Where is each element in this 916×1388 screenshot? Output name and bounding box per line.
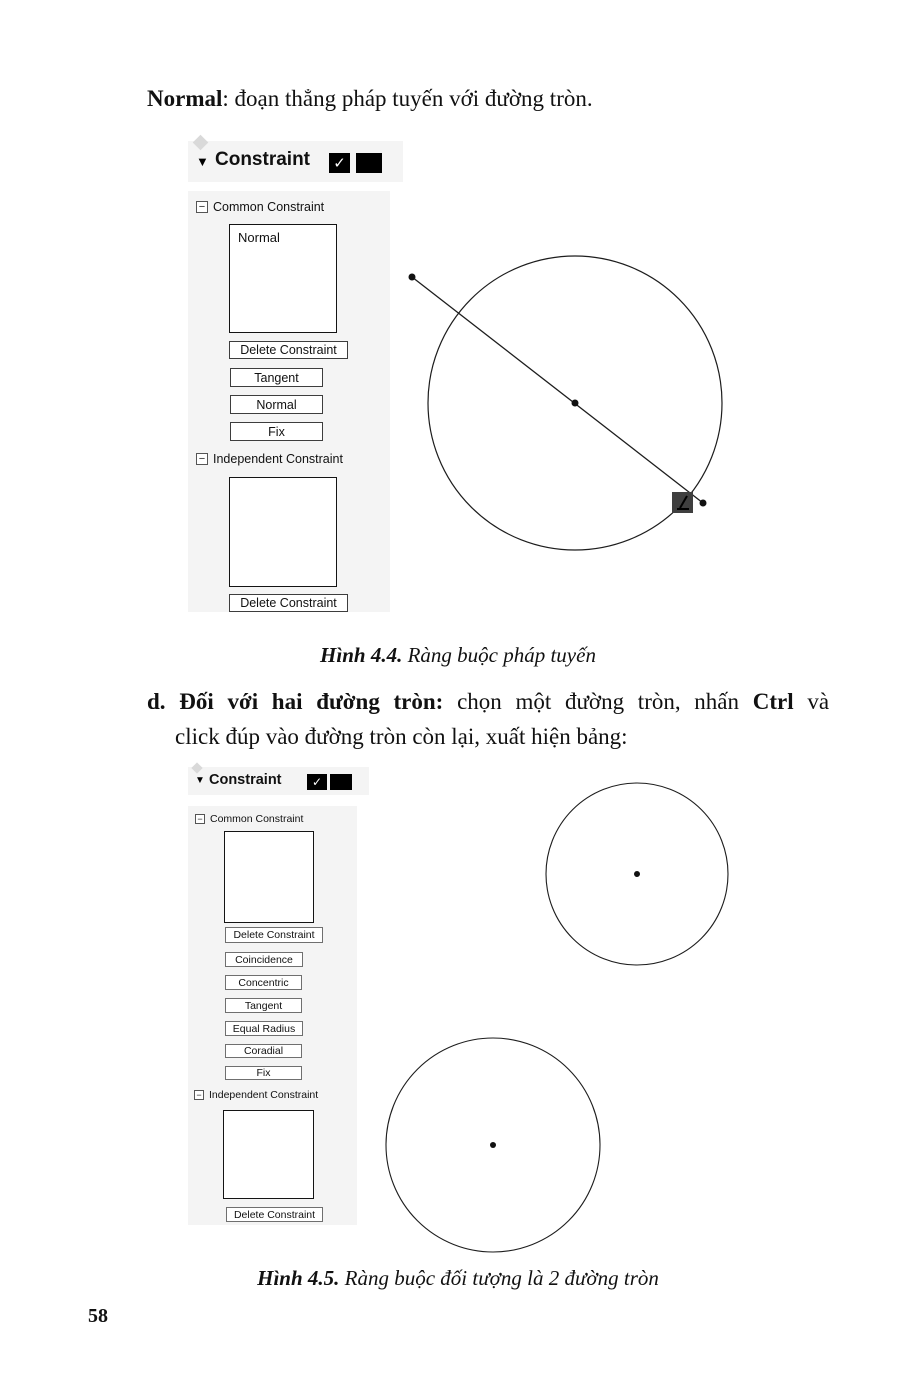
- constraint-panel2-header[interactable]: [188, 767, 369, 795]
- tangent-button[interactable]: Tangent: [225, 998, 302, 1013]
- collapse-minus-icon[interactable]: [195, 814, 205, 824]
- figure-two-circles: [370, 770, 750, 1270]
- fix-button[interactable]: Fix: [225, 1066, 302, 1080]
- section-independent-constraint: [194, 1089, 318, 1101]
- coradial-button[interactable]: Coradial: [225, 1044, 302, 1058]
- figure-normal-constraint: [395, 240, 730, 575]
- caption-text: Ràng buộc đối tượng là 2 đường tròn: [344, 1266, 659, 1290]
- section-label: Common Constraint: [213, 200, 325, 214]
- constraint-panel1-header[interactable]: [188, 141, 403, 182]
- delete-constraint-button[interactable]: Delete Constraint: [229, 341, 348, 359]
- list-item-normal[interactable]: Normal: [238, 230, 280, 245]
- section-label: Independent Constraint: [213, 452, 343, 466]
- lead-bold: Đối với hai đường tròn:: [179, 689, 444, 714]
- collapse-triangle-icon[interactable]: [196, 154, 209, 169]
- concentric-button[interactable]: Concentric: [225, 975, 302, 990]
- collapse-minus-icon[interactable]: [194, 1090, 204, 1100]
- item-marker: d.: [147, 689, 166, 714]
- body-text: và: [807, 689, 830, 714]
- common-constraint-list[interactable]: [224, 831, 314, 923]
- paragraph-d: [147, 684, 829, 754]
- constraint-panel1-body: [188, 191, 390, 612]
- section-label: Independent Constraint: [209, 1089, 319, 1101]
- delete-constraint-button[interactable]: Delete Constraint: [225, 927, 323, 943]
- collapse-triangle-icon[interactable]: [195, 775, 205, 786]
- tangent-button[interactable]: Tangent: [230, 368, 323, 387]
- panel2-title: Constraint: [209, 772, 282, 788]
- endpoint-dot[interactable]: [700, 500, 707, 507]
- checkbox-checked-icon[interactable]: [329, 153, 350, 173]
- panel1-title: Constraint: [215, 149, 310, 170]
- intro-keyword: Normal: [147, 86, 223, 111]
- figure-caption-45: [0, 1266, 916, 1291]
- collapse-minus-icon[interactable]: [196, 201, 208, 213]
- delete-constraint-button-bottom[interactable]: Delete Constraint: [229, 594, 348, 612]
- caption-label: Hình 4.5.: [257, 1266, 340, 1290]
- collapse-minus-icon[interactable]: [196, 453, 208, 465]
- caption-text: Ràng buộc pháp tuyến: [407, 643, 596, 667]
- intro-line: [147, 86, 593, 112]
- page-number: 58: [88, 1305, 108, 1327]
- paragraph-d-line2: click đúp vào đường tròn còn lại, xuất hiện bảng:: [175, 724, 628, 749]
- coincidence-button[interactable]: Coincidence: [225, 952, 303, 967]
- equal-radius-button[interactable]: Equal Radius: [225, 1021, 303, 1036]
- caption-label: Hình 4.4.: [320, 643, 403, 667]
- center-dot[interactable]: [634, 871, 640, 877]
- section-label: Common Constraint: [210, 813, 304, 825]
- intro-text: : đoạn thẳng pháp tuyến với đường tròn.: [222, 86, 593, 111]
- checkbox-checked-icon[interactable]: [307, 774, 327, 790]
- constraint-panel2-body: [188, 806, 357, 1225]
- section-common-constraint: [196, 200, 324, 214]
- delete-constraint-button-bottom[interactable]: Delete Constraint: [226, 1207, 323, 1222]
- common-constraint-list[interactable]: [229, 224, 337, 333]
- center-dot[interactable]: [490, 1142, 496, 1148]
- section-common-constraint: [195, 813, 303, 825]
- sparkle-icon: [193, 135, 209, 151]
- body-text: chọn một đường tròn, nhấn: [457, 689, 740, 714]
- black-swatch-icon[interactable]: [356, 153, 382, 173]
- center-dot[interactable]: [572, 400, 579, 407]
- section-independent-constraint: [196, 452, 343, 466]
- black-swatch-icon[interactable]: [330, 774, 352, 790]
- endpoint-dot[interactable]: [409, 274, 416, 281]
- normal-line[interactable]: [412, 277, 703, 503]
- figure-caption-44: [0, 643, 916, 668]
- fix-button[interactable]: Fix: [230, 422, 323, 441]
- independent-constraint-list[interactable]: [229, 477, 337, 587]
- ctrl-key: Ctrl: [752, 689, 794, 714]
- normal-button[interactable]: Normal: [230, 395, 323, 414]
- independent-constraint-list[interactable]: [223, 1110, 314, 1199]
- paragraph-d-line1: [147, 684, 829, 719]
- sparkle-icon: [191, 762, 202, 773]
